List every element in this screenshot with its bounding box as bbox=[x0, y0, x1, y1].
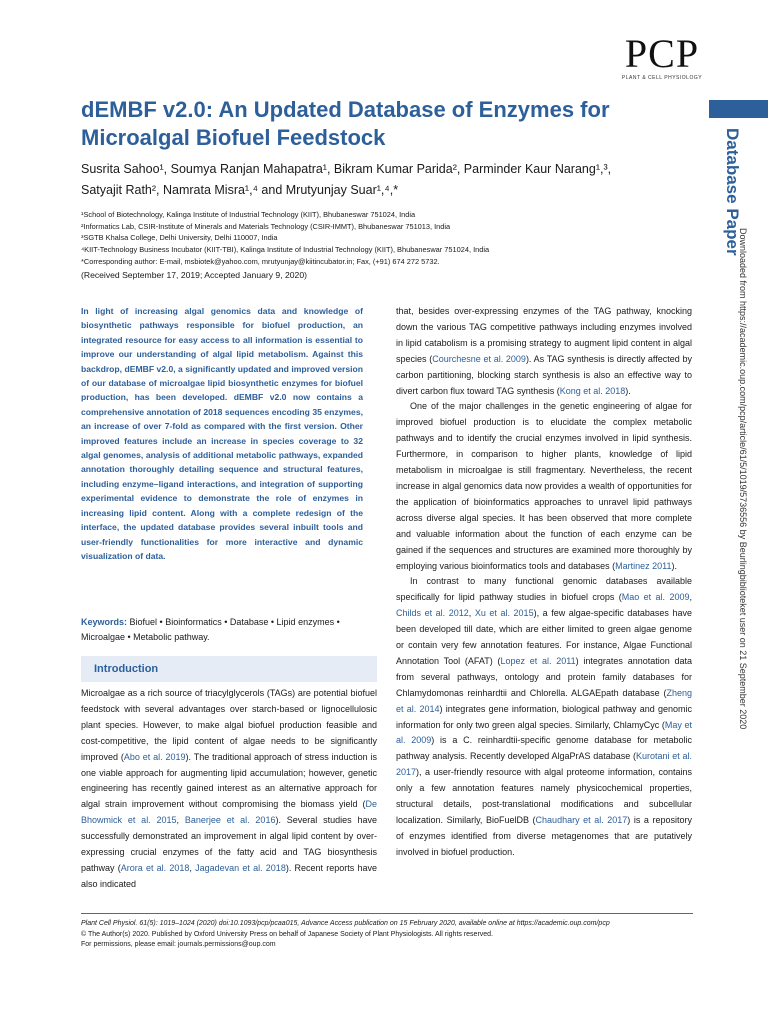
download-note: Downloaded from https://academic.oup.com/pcp/article/61/5/1019/5736556 by Beurlingbiblioteket user on 21 September 2020 bbox=[738, 228, 748, 730]
citation-link[interactable]: Lopez et al. 2011 bbox=[500, 655, 576, 666]
abstract: In light of increasing algal genomics data and knowledge of biosynthetic pathways responsible for biofuel production, an integrated resource for easy access to all information is essential to improve our understanding of algal lipid metabolism. Against this backdrop, dEMBF v2.0, a significantly updated and improved version of our database of microalgae lipid biosynthetic enzymes for biofuel production, has been developed. dEMBF v2.0 now contains a comprehensive annotation of 2018 sequences encoding 35 enzymes, an increase of over 7-fold as compared with the first version. Other improved features include an increase in species coverage to 32 algal genomes, analysis of additional metabolic pathways, expanded annotation thoroughly detailing sequence and structural features, including enzyme–ligand interactions, and integration of supporting experimental evidence to demonstrate the role of enzymes in increasing lipid content. Along with a complete redesign of the interface, the updated database provides several inbuilt tools and user-friendly functionalities for more interactive and dynamic visualization of data. bbox=[81, 306, 363, 561]
body-text: One of the major challenges in the genetic engineering of algae for improved biofuel production is to elucidate the complex metabolic pathways and to identify the crucial enzymes involved in lipid synthesis. Furthermore, in comparison to higher plants, knowledge of lipid metabolism in microalgae is still fragmentary. Nevertheless, the recent increase in algal genomics data now provides a wealth of opportunities for the application of bioinformatics approaches to unravel lipid pathways across diverse algal species. It has been observed that more complete and valuable information about the function of each enzyme can be gained if the sequences and structures are examined more thoroughly by employing various bioinformatics tools and databases ( bbox=[396, 401, 692, 571]
body-text: ) is a C. reinhardtii-specific genome database for metabolic pathway analysis. Recently developed AlgaPrAS database ( bbox=[396, 735, 692, 762]
body-paragraph bbox=[396, 574, 692, 860]
citation-link[interactable]: May et al. 2009 bbox=[396, 719, 692, 746]
body-text: ), a few algae-specific databases have been developed till date, which are either limited to green algae genome or contain very few annotation features. For instance, Algae Functional Annotation Tool (AFAT) ( bbox=[396, 608, 692, 666]
author-list bbox=[81, 159, 681, 201]
body-text: ). The traditional approach of stress induction is one viable approach for augmenting lipid accumulation; however, genetic engineering has recently gained interest as an alternative approach for algal strain improvement without compromising the biomass yield ( bbox=[81, 751, 377, 810]
body-text: Microalgae as a rich source of triacylglycerols (TAGs) are potential biofuel feedstock with several advantages over starch-based or lignocellulosic plant species. However, to make algal biofuel production feasible and cost-competitive, the lipid content of algae needs to be significantly improved ( bbox=[81, 688, 377, 762]
citation-link[interactable]: De Bhowmick et al. 2015 bbox=[81, 799, 377, 826]
authors-line: Satyajit Rath², Namrata Misra¹,⁴ and Mrutyunjay Suar¹,⁴,* bbox=[81, 183, 399, 197]
citation-link[interactable]: Xu et al. 2015 bbox=[474, 608, 534, 619]
citation-link[interactable]: Zheng et al. 2014 bbox=[396, 687, 692, 714]
affiliation: ¹School of Biotechnology, Kalinga Institute of Industrial Technology (KIIT), Bhubaneswar 751024, India bbox=[81, 210, 416, 219]
body-paragraph bbox=[396, 399, 692, 574]
body-text: ), a user-friendly resource with algal proteome information, contains only a few annotation features namely physicochemical properties, structural details, post-translational modifications and subcellular localization. Similarly, BioFuelDB ( bbox=[396, 767, 692, 825]
affiliation: ⁴KIIT-Technology Business Incubator (KIIT-TBI), Kalinga Institute of Industrial Technology (KIIT), Bhubaneswar 751024, India bbox=[81, 245, 490, 255]
body-text: ) integrates annotation data from several pathways, ontology and protein family databases for Chlamydomonas reinhardtii and Chlorella. ALGAEpath database ( bbox=[396, 655, 693, 698]
logo-subtext: PLANT & CELL PHYSIOLOGY bbox=[621, 75, 703, 81]
body-column-left bbox=[81, 686, 377, 893]
body-text: ). Recent reports have also indicated bbox=[81, 862, 377, 889]
body-text: , bbox=[189, 862, 196, 873]
citation-link[interactable]: Mao et al. 2009 bbox=[621, 592, 690, 603]
affiliations bbox=[81, 209, 701, 282]
journal-logo bbox=[602, 31, 722, 81]
body-text: ). As TAG synthesis is directly affected by carbon partitioning, blocking starch synthesis is also an effective way to divert carbon flux toward TAG synthesis ( bbox=[396, 353, 692, 396]
body-paragraph bbox=[81, 686, 377, 893]
footer bbox=[81, 919, 701, 951]
citation-link[interactable]: Abo et al. 2019 bbox=[123, 751, 186, 762]
citation-link[interactable]: Martinez 2011 bbox=[615, 560, 672, 571]
body-text: ) integrates gene information, biological pathway and genomic information for only two green algal species. Similarly, ChlamyCyc ( bbox=[396, 703, 692, 730]
keywords-list: Biofuel • Bioinformatics • Database • Lipid enzymes • Microalgae • Metabolic pathway. bbox=[81, 617, 340, 642]
body-text: , bbox=[689, 592, 692, 603]
body-paragraph bbox=[396, 304, 692, 399]
corresponding-author: *Corresponding author: E-mail, msbiotek@yahoo.com, mrutyunjay@kiitincubator.in; Fax, (+91) 674 272 5732. bbox=[81, 256, 440, 266]
citation-link[interactable]: Jagadevan et al. 2018 bbox=[195, 862, 286, 873]
citation-link[interactable]: Chaudhary et al. 2017 bbox=[535, 815, 628, 825]
body-text: ). bbox=[625, 385, 631, 396]
citation-link[interactable]: Kurotani et al. 2017 bbox=[396, 751, 692, 778]
body-text: ). Several studies have successfully demonstrated an improvement in algal lipid content by over-expressing crucial enzymes of the fatty acid and TAG biosynthesis pathway ( bbox=[81, 815, 377, 873]
body-text: In contrast to many functional genomic databases available specifically for lipid pathway studies in biofuel crops ( bbox=[396, 576, 692, 603]
received-dates: (Received September 17, 2019; Accepted January 9, 2020) bbox=[81, 269, 307, 280]
affiliation: ³SGTB Khalsa College, Delhi University, Delhi 110007, India bbox=[81, 233, 278, 243]
citation-link[interactable]: Banerjee et al. 2016 bbox=[184, 815, 276, 826]
body-text: ). bbox=[671, 560, 677, 571]
citation-link[interactable]: Childs et al. 2012 bbox=[396, 608, 469, 619]
section-heading: Introduction bbox=[94, 663, 159, 675]
body-text: , bbox=[468, 608, 475, 619]
permissions-line: For permissions, please email: journals.permissions@oup.com bbox=[81, 941, 276, 948]
footer-divider bbox=[81, 913, 693, 914]
body-text: that, besides over-expressing enzymes of the TAG pathway, knocking down the various TAG competitive pathways including enzymes involved in lipid catabolism is a promising strategy to augment lipid content in algal species ( bbox=[396, 306, 692, 364]
logo-text: PCP bbox=[624, 31, 700, 76]
citation-line: Plant Cell Physiol. 61(5): 1019–1024 (2020) doi:10.1093/pcp/pcaa015, Advance Access publication on 15 February 2020, available online at https://academic.oup.com/pcp bbox=[81, 920, 610, 927]
article-title: dEMBF v2.0: An Updated Database of Enzymes for Microalgal Biofuel Feedstock bbox=[81, 97, 610, 150]
section-label: Database Paper bbox=[723, 128, 742, 256]
citation-link[interactable]: Courchesne et al. 2009 bbox=[432, 353, 526, 364]
body-column-right bbox=[396, 304, 692, 861]
keywords bbox=[81, 615, 363, 645]
body-text: ) is a repository of enzymes identified from diverse metagenomes that are putatively involved in biofuel production. bbox=[396, 815, 692, 857]
affiliation: ²Informatics Lab, CSIR-Institute of Minerals and Materials Technology (CSIR-IMMT), Bhubaneswar 751013, India bbox=[81, 221, 451, 231]
authors-line: Susrita Sahoo¹, Soumya Ranjan Mahapatra¹, Bikram Kumar Parida², Parminder Kaur Narang¹,³, bbox=[81, 162, 612, 176]
citation-link[interactable]: Kong et al. 2018 bbox=[559, 385, 626, 396]
section-color-bar bbox=[709, 100, 768, 118]
body-text: , bbox=[176, 815, 185, 826]
copyright-line: © The Author(s) 2020. Published by Oxford University Press on behalf of Japanese Society of Plant Physiologists. All rights reserved. bbox=[81, 930, 494, 938]
keywords-label: Keywords: bbox=[81, 617, 128, 627]
citation-link[interactable]: Arora et al. 2018 bbox=[120, 862, 190, 873]
